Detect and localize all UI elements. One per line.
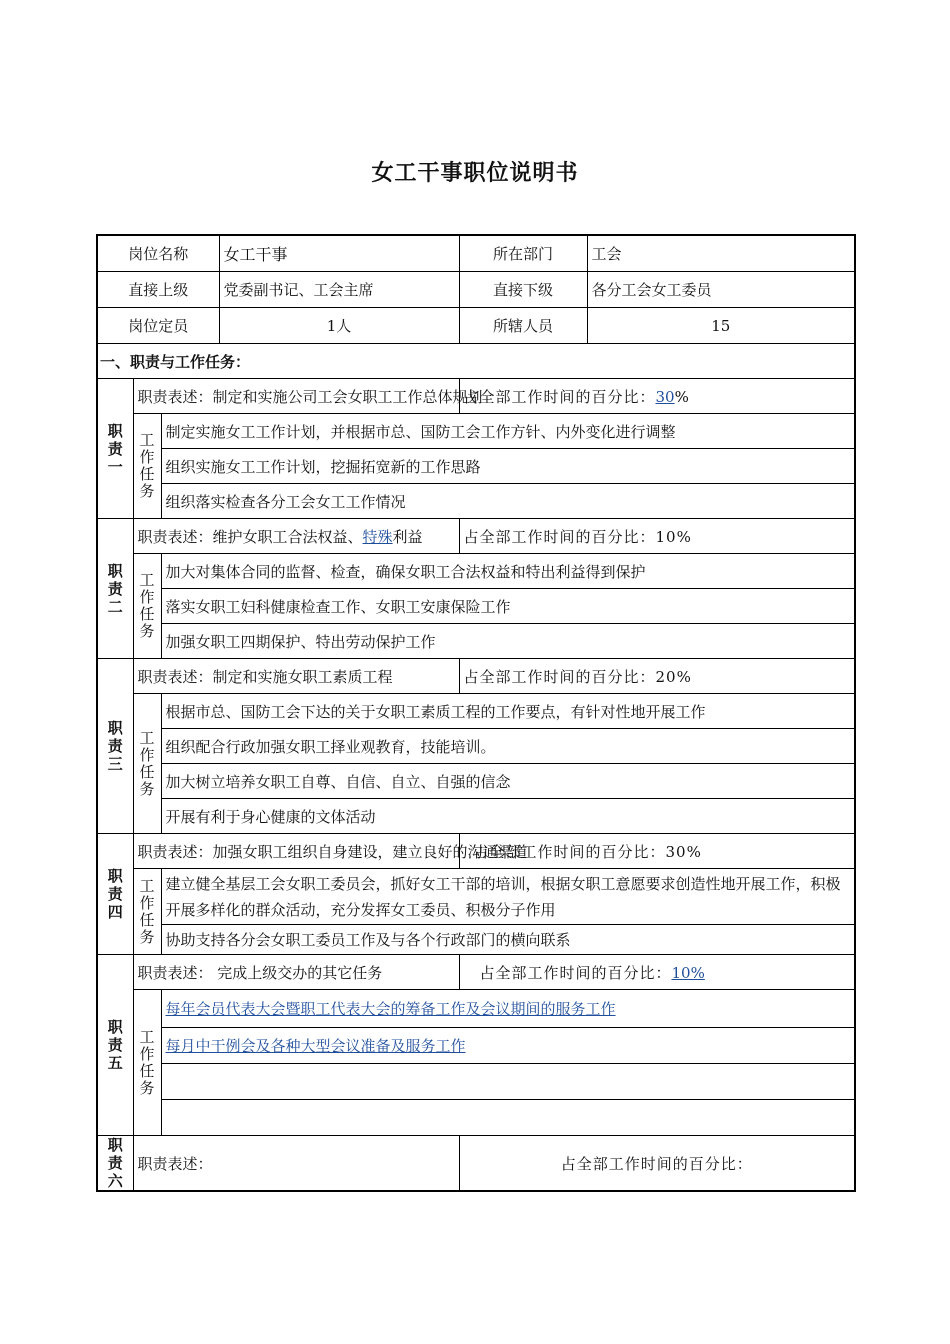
duty-5-label: 职责五 <box>97 955 133 1136</box>
duty-5-task-1 <box>161 990 855 1028</box>
duty-6-desc: 职责表述： <box>133 1136 459 1192</box>
duty-5-task-row <box>97 990 855 1028</box>
duty-2-desc: 职责表述：维护女职工合法权益、特殊利益 <box>133 519 459 554</box>
duty-4-task-label: 工作任务 <box>133 869 161 955</box>
subordinate-label: 直接下级 <box>459 272 587 308</box>
duty-4-task-1: 建立健全基层工会女职工委员会，抓好女工干部的培训，根据女职工意愿要求创造性地开展工作，积极开展多样化的群众活动，充分发挥女工委员、积极分子作用 <box>161 869 855 925</box>
duty-1-label: 职责一 <box>97 379 133 519</box>
duty-1-pct-link[interactable]: 30 <box>655 387 675 406</box>
duty-1-task-label: 工作任务 <box>133 414 161 519</box>
department-label: 所在部门 <box>459 235 587 272</box>
duty-2-desc-link[interactable]: 特殊 <box>362 527 393 546</box>
duty-1-task-row <box>97 449 855 484</box>
duty-3-task-row <box>97 799 855 834</box>
header-row-2 <box>97 272 855 308</box>
managed-value: 15 <box>587 308 855 344</box>
duty-5-task-4 <box>161 1100 855 1136</box>
duty-5-task-row <box>97 1064 855 1100</box>
duty-2-task-row <box>97 589 855 624</box>
duty-3-task-3: 加大树立培养女职工自尊、自信、自立、自强的信念 <box>161 764 855 799</box>
duty-3-pct: 占全部工作时间的百分比：20% <box>459 659 855 694</box>
duty-1-task-row <box>97 484 855 519</box>
duty-3-task-4: 开展有利于身心健康的文体活动 <box>161 799 855 834</box>
duty-5-pct: 占全部工作时间的百分比：10% <box>459 955 855 990</box>
duty-2-task-label: 工作任务 <box>133 554 161 659</box>
duty-4-desc-row <box>97 834 855 869</box>
job-description-table <box>96 234 856 1192</box>
duty-4-task-row <box>97 869 855 925</box>
duty-5-task-label: 工作任务 <box>133 990 161 1136</box>
duty-4-desc: 职责表述：加强女职工组织自身建设，建立良好的沟通渠道 <box>133 834 459 869</box>
duty-2-task-2: 落实女职工妇科健康检查工作、女职工安康保险工作 <box>161 589 855 624</box>
duty-2-task-1: 加大对集体合同的监督、检查，确保女职工合法权益和特出利益得到保护 <box>161 554 855 589</box>
duty-3-desc-row <box>97 659 855 694</box>
duty-5-task-row <box>97 1100 855 1136</box>
duty-1-pct: 占全部工作时间的百分比：30% <box>459 379 855 414</box>
duty-3-task-2: 组织配合行政加强女职工择业观教育，技能培训。 <box>161 729 855 764</box>
duty-2-task-row <box>97 554 855 589</box>
duty-5-task-2-link[interactable]: 每月中干例会及各种大型会议准备及服务工作 <box>165 1037 466 1055</box>
section-row <box>97 344 855 379</box>
position-name-label: 岗位名称 <box>97 235 219 272</box>
headcount-label: 岗位定员 <box>97 308 219 344</box>
duty-3-task-row <box>97 729 855 764</box>
duty-5-task-3 <box>161 1064 855 1100</box>
duty-5-desc-row <box>97 955 855 990</box>
duty-5-pct-link[interactable]: 10% <box>671 963 705 982</box>
duty-3-label: 职责三 <box>97 659 133 834</box>
header-row-3 <box>97 308 855 344</box>
duty-1-task-row <box>97 414 855 449</box>
duty-2-task-3: 加强女职工四期保护、特出劳动保护工作 <box>161 624 855 659</box>
duty-1-task-3: 组织落实检查各分工会女工工作情况 <box>161 484 855 519</box>
superior-value: 党委副书记、工会主席 <box>219 272 459 308</box>
duty-3-desc: 职责表述：制定和实施女职工素质工程 <box>133 659 459 694</box>
duty-5-task-row <box>97 1028 855 1064</box>
duty-3-task-1: 根据市总、国防工会下达的关于女职工素质工程的工作要点，有针对性地开展工作 <box>161 694 855 729</box>
duty-4-task-row <box>97 925 855 955</box>
duty-1-task-2: 组织实施女工工作计划，挖掘拓宽新的工作思路 <box>161 449 855 484</box>
duty-3-task-row <box>97 694 855 729</box>
header-row-1 <box>97 235 855 272</box>
page-title: 女工干事职位说明书 <box>371 161 579 186</box>
duty-5-task-1-link[interactable]: 每年会员代表大会暨职工代表大会的筹备工作及会议期间的服务工作 <box>165 1000 616 1018</box>
subordinate-value: 各分工会女工委员 <box>587 272 855 308</box>
duty-4-label: 职责四 <box>97 834 133 955</box>
duty-2-pct: 占全部工作时间的百分比：10% <box>459 519 855 554</box>
duty-4-task-2: 协助支持各分会女职工委员工作及与各个行政部门的横向联系 <box>161 925 855 955</box>
duty-1-desc-row <box>97 379 855 414</box>
position-name-value: 女工干事 <box>219 235 459 272</box>
department-value: 工会 <box>587 235 855 272</box>
duty-1-desc: 职责表述：制定和实施公司工会女职工工作总体规划 <box>133 379 459 414</box>
duty-3-task-row <box>97 764 855 799</box>
duty-6-label: 职责六 <box>97 1136 133 1192</box>
headcount-value: 1人 <box>219 308 459 344</box>
job-description-sheet <box>96 234 854 1214</box>
duty-2-label: 职责二 <box>97 519 133 659</box>
duty-5-desc: 职责表述： 完成上级交办的其它任务 <box>133 955 459 990</box>
superior-label: 直接上级 <box>97 272 219 308</box>
section-title: 一、职责与工作任务： <box>97 344 855 379</box>
duty-3-task-label: 工作任务 <box>133 694 161 834</box>
duty-2-task-row <box>97 624 855 659</box>
duty-5-task-2 <box>161 1028 855 1064</box>
duty-2-desc-row <box>97 519 855 554</box>
managed-label: 所辖人员 <box>459 308 587 344</box>
duty-1-task-1: 制定实施女工工作计划，并根据市总、国防工会工作方针、内外变化进行调整 <box>161 414 855 449</box>
duty-4-pct: 占全部工作时间的百分比：30% <box>459 834 855 869</box>
duty-6-desc-row <box>97 1136 855 1192</box>
duty-6-pct: 占全部工作时间的百分比： <box>459 1136 855 1192</box>
